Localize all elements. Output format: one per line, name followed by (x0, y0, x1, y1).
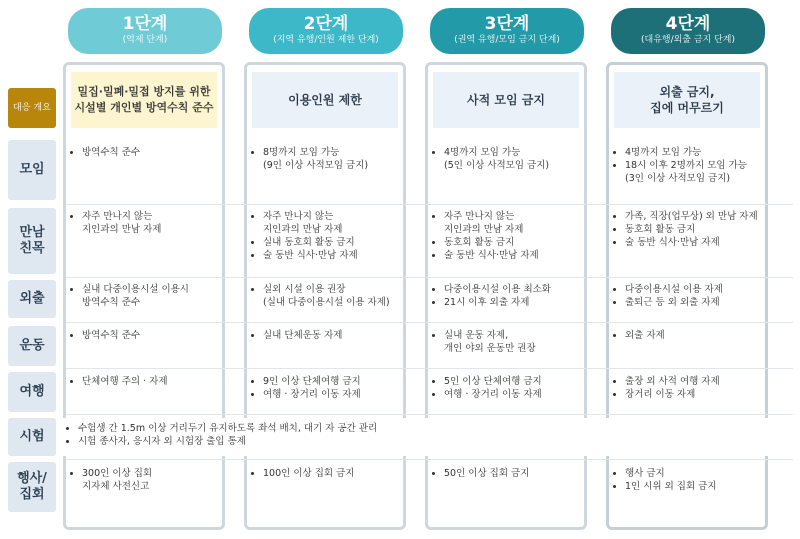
row-divider (66, 368, 793, 369)
rule-item: • 동호회 활동 금지 (625, 223, 759, 236)
rule-item: • 4명까지 모임 가능 (625, 146, 759, 159)
stage-tab-4 (611, 8, 765, 54)
rule-list (613, 210, 759, 249)
rule-list (613, 467, 759, 493)
rule-item: • 외출 자제 (625, 329, 759, 342)
rule-item: • 여행 · 장거리 이동 자제 (263, 388, 397, 401)
exercise-cell-2 (251, 329, 397, 342)
overview-cell-3 (433, 72, 579, 128)
rule-item: • 행사 금지 (625, 467, 759, 480)
rule-list (70, 467, 216, 493)
event-cell-2 (251, 467, 397, 480)
rule-item: • 방역수칙 준수 (82, 329, 216, 342)
rule-list (70, 375, 216, 388)
overview-cell-1 (71, 72, 217, 128)
rule-item: • 자주 만나지 않는 지인과의 만남 자제 (444, 210, 578, 236)
rule-item: • 방역수칙 준수 (82, 146, 216, 159)
exercise-cell-3 (432, 329, 578, 355)
rule-item: • 4명까지 모임 가능 (5인 이상 사적모임 금지) (444, 146, 578, 172)
rule-item: • 실내 단체운동 자제 (263, 329, 397, 342)
stage-subtitle: (권역 유행/모임 금지 단계) (454, 35, 560, 45)
rule-list (70, 283, 216, 309)
rule-item: • 출장 외 사적 여행 자제 (625, 375, 759, 388)
meeting-cell-3 (432, 146, 578, 172)
rule-item: • 동호회 활동 금지 (444, 236, 578, 249)
rule-item: • 다중이용시설 이용 자제 (625, 283, 759, 296)
meeting-cell-1 (70, 146, 216, 159)
outing-cell-3 (432, 283, 578, 309)
stage-subtitle: (지역 유행/인원 제한 단계) (273, 35, 379, 45)
rule-item: • 다중이용시설 이용 최소화 (444, 283, 578, 296)
stage-tab-2 (249, 8, 403, 54)
stage-subtitle: (대유행/외출 금지 단계) (640, 35, 736, 45)
rule-list (613, 375, 759, 401)
rule-list (432, 329, 578, 355)
row-divider (66, 414, 793, 415)
rule-item: • 자주 만나지 않는 지인과의 만남 자제 (82, 210, 216, 236)
exam-rule: • 시험 종사자, 응시자 외 시험장 출입 통제 (78, 435, 795, 448)
event-cell-3 (432, 467, 578, 480)
exercise-cell-1 (70, 329, 216, 342)
exercise-cell-4 (613, 329, 759, 342)
rule-item: • 9인 이상 단체여행 금지 (263, 375, 397, 388)
outing-cell-4 (613, 283, 759, 309)
row-label-acquaintance (8, 208, 56, 274)
rule-list (432, 146, 578, 172)
stage-title: 1단계 (122, 14, 168, 34)
rule-item: • 장거리 이동 자제 (625, 388, 759, 401)
rule-list (432, 283, 578, 309)
rule-item: • 자주 만나지 않는 지인과의 만남 자제 (263, 210, 397, 236)
row-label-travel: 여행 (8, 372, 56, 412)
overview-text: 외출 금지, 집에 머무르기 (650, 85, 724, 115)
rule-item: • 18시 이후 2명까지 모임 가능 (3인 이상 사적모임 금지) (625, 159, 759, 185)
rule-list (70, 329, 216, 342)
event-cell-4 (613, 467, 759, 493)
rule-item: • 5인 이상 단체여행 금지 (444, 375, 578, 388)
outing-cell-1 (70, 283, 216, 309)
rule-list (613, 283, 759, 309)
stage-title: 3단계 (484, 14, 530, 34)
row-label-event (8, 462, 56, 512)
rule-item: • 술 동반 식사·만남 자제 (444, 249, 578, 262)
acquaintance-cell-4 (613, 210, 759, 249)
row-label-overview: 대응 개요 (8, 88, 56, 128)
acquaintance-cell-3 (432, 210, 578, 262)
rule-list (70, 210, 216, 236)
rule-list (251, 467, 397, 480)
event-cell-1 (70, 467, 216, 493)
rule-item: • 술 동반 식사·만남 자제 (625, 236, 759, 249)
rule-item: • 실외 시설 이용 권장 (실내 다중이용시설 이용 자제) (263, 283, 397, 309)
stage-title: 2단계 (303, 14, 349, 34)
rule-item: • 실내 동호회 활동 금지 (263, 236, 397, 249)
rule-list (251, 375, 397, 401)
rule-list (432, 375, 578, 401)
rule-item: • 1인 시위 외 집회 금지 (625, 480, 759, 493)
rule-item: • 실내 다중이용시설 이용시 방역수칙 준수 (82, 283, 216, 309)
outing-cell-2 (251, 283, 397, 309)
stage-subtitle: (억제 단계) (122, 35, 168, 45)
rule-list (251, 210, 397, 262)
overview-cell-2 (252, 72, 398, 128)
stage-tab-3 (430, 8, 584, 54)
exam-rule: • 수험생 간 1.5m 이상 거리두기 유지하도록 좌석 배치, 대기 자 공간 관리 (78, 422, 795, 435)
rule-item: • 실내 운동 자제, 개인 야외 운동만 권장 (444, 329, 578, 355)
row-divider (66, 204, 793, 205)
rule-item: • 출퇴근 등 외 외출 자제 (625, 296, 759, 309)
overview-text: 사적 모임 금지 (467, 93, 545, 107)
rule-list (70, 146, 216, 159)
rule-list (251, 283, 397, 309)
rule-item: • 300인 이상 집회 지자체 사전신고 (82, 467, 216, 493)
row-label-text: 만남 친목 (19, 225, 45, 256)
rule-list (251, 146, 397, 172)
rule-list (432, 210, 578, 262)
row-divider (66, 459, 793, 460)
overview-cell-4 (614, 72, 760, 128)
rule-item: • 술 동반 식사·만남 자제 (263, 249, 397, 262)
exam-row (60, 418, 795, 456)
rule-list (613, 146, 759, 185)
row-label-text: 행사/ 집회 (17, 471, 47, 502)
row-divider (66, 277, 793, 278)
meeting-cell-2 (251, 146, 397, 172)
rule-item: • 여행 · 장거리 이동 자제 (444, 388, 578, 401)
row-label-exam: 시험 (8, 418, 56, 456)
stage-title: 4단계 (665, 14, 711, 34)
travel-cell-1 (70, 375, 216, 388)
row-label-exercise: 운동 (8, 326, 56, 366)
overview-text: 이용인원 제한 (288, 93, 362, 107)
row-label-outing: 외출 (8, 280, 56, 318)
rule-item: • 21시 이후 외출 자제 (444, 296, 578, 309)
rule-list (251, 329, 397, 342)
row-divider (66, 322, 793, 323)
rule-list (613, 329, 759, 342)
overview-text: 밀집·밀폐·밀접 방지를 위한 시설별 개인별 방역수칙 준수 (74, 85, 214, 114)
rule-item: • 100인 이상 집회 금지 (263, 467, 397, 480)
rule-item: • 단체여행 주의 · 자제 (82, 375, 216, 388)
rule-item: • 8명까지 모임 가능 (9인 이상 사적모임 금지) (263, 146, 397, 172)
stage-tab-1 (68, 8, 222, 54)
travel-cell-3 (432, 375, 578, 401)
travel-cell-4 (613, 375, 759, 401)
acquaintance-cell-2 (251, 210, 397, 262)
rule-list (432, 467, 578, 480)
acquaintance-cell-1 (70, 210, 216, 236)
travel-cell-2 (251, 375, 397, 401)
row-label-meeting: 모임 (8, 140, 56, 200)
meeting-cell-4 (613, 146, 759, 185)
rule-item: • 50인 이상 집회 금지 (444, 467, 578, 480)
rule-item: • 가족, 직장(업무상) 외 만남 자제 (625, 210, 759, 223)
